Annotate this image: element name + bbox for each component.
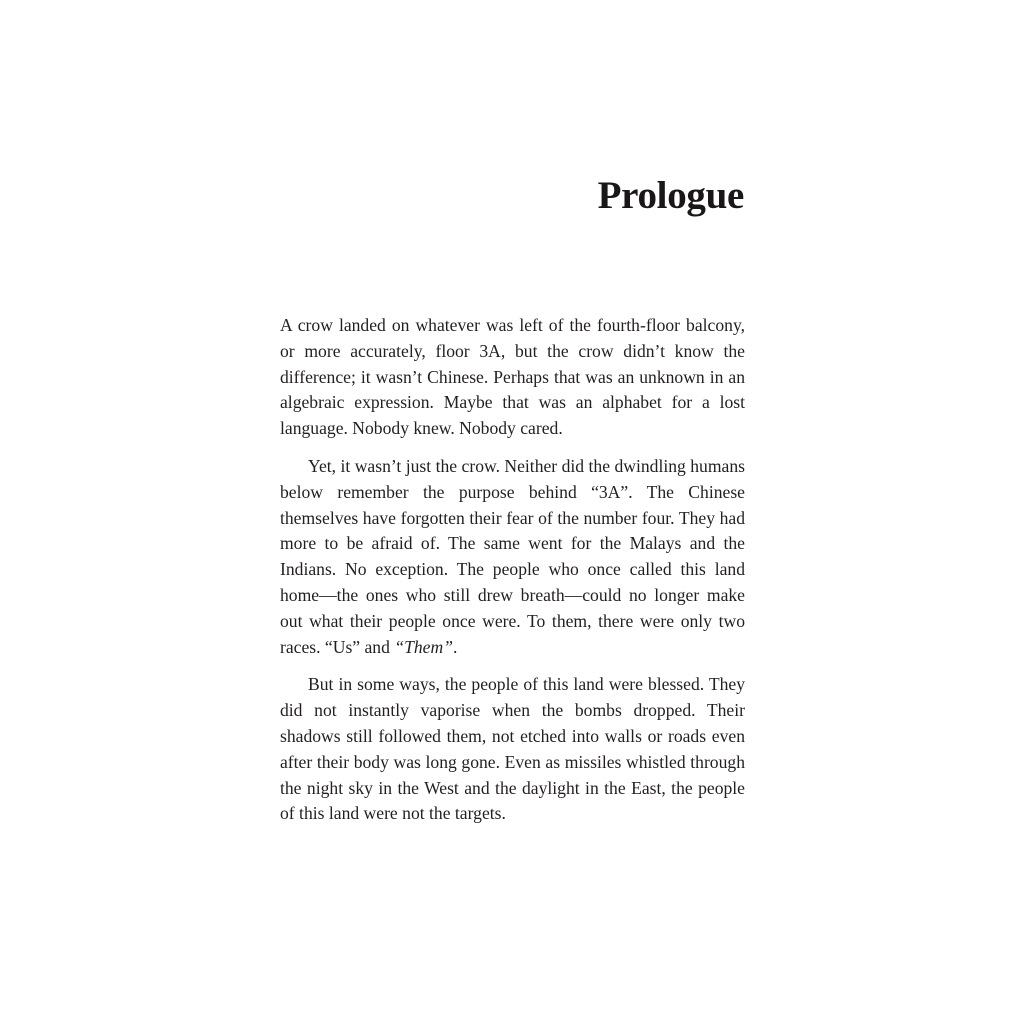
paragraph-2 bbox=[280, 454, 745, 660]
chapter-body bbox=[280, 313, 745, 839]
paragraph-2-tail: . bbox=[452, 636, 458, 657]
paragraph-1-text: A crow landed on whatever was left of the fourth-floor balcony, or more accurately, floor 3A, but the crow didn’t know the difference; it wasn’t Chinese. Perhaps that was an unknown in an algebraic expression. Maybe that was an alphabet for a lost language. Nobody knew. Nobody cared. bbox=[280, 315, 745, 439]
chapter-title: Prologue bbox=[597, 174, 744, 217]
paragraph-2-emphasis: “Them” bbox=[394, 636, 453, 657]
paragraph-2-text: Yet, it wasn’t just the crow. Neither did the dwindling humans below remember the purpose behind “3A”. The Chinese themselves have forgotten their fear of the number four. They had more to be afraid of. The same went for the Malays and the Indians. No exception. The people who once called this land home—the ones who still drew breath—could no longer make out what their people once were. To them, there were only two races. “Us” and bbox=[280, 455, 745, 657]
paragraph-1 bbox=[280, 313, 745, 442]
paragraph-3 bbox=[280, 672, 745, 827]
paragraph-3-text: But in some ways, the people of this land were blessed. They did not instantly vaporise when the bombs dropped. Their shadows still followed them, not etched into walls or roads even after their body was long gone. Even as missiles whistled through the night sky in the West and the daylight in the East, the people of this land were not the targets. bbox=[280, 674, 745, 824]
